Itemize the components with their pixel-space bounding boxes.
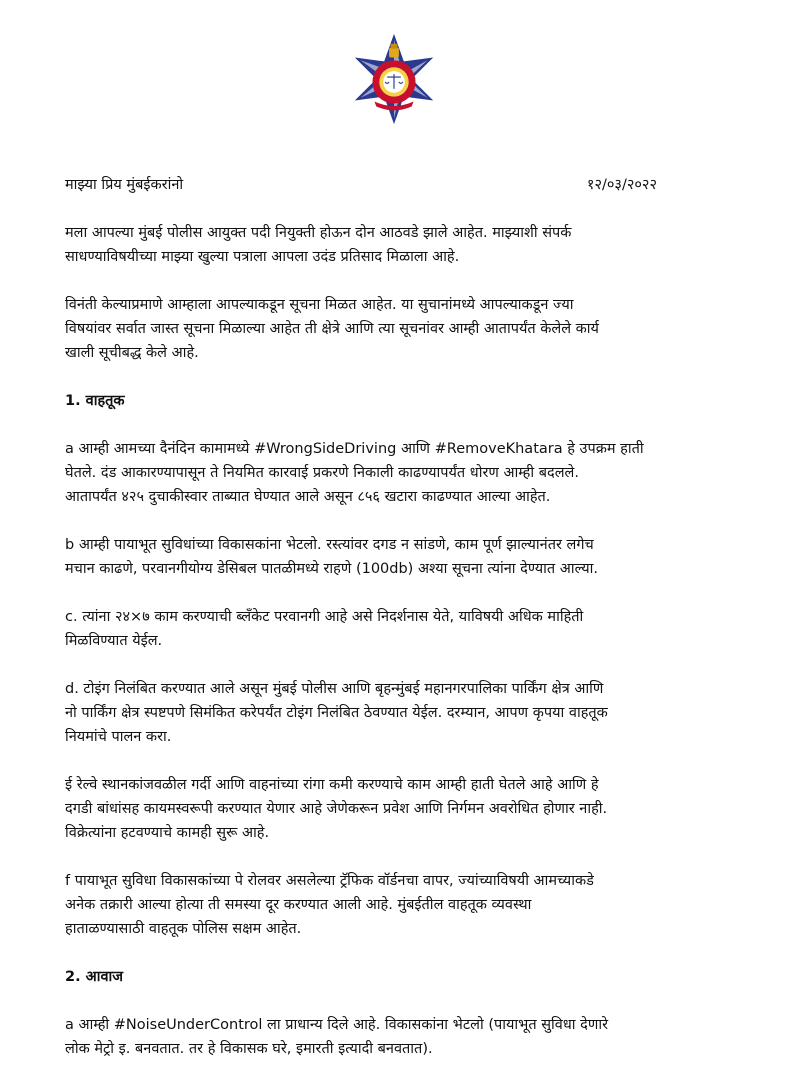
letter-date: १२/०३/२०२२ xyxy=(586,177,657,193)
text-line: साधण्याविषयीच्या माझ्या खुल्या पत्राला आपला उदंड प्रतिसाद मिळाला आहे. xyxy=(65,249,460,265)
traffic-item-e xyxy=(65,773,730,845)
letter-body xyxy=(65,221,730,1085)
text-line: a आम्ही आमच्या दैनंदिन कामामध्ये #WrongSideDriving आणि #RemoveKhatara हे उपक्रम हाती xyxy=(65,441,644,457)
traffic-item-f xyxy=(65,869,730,941)
traffic-item-b xyxy=(65,533,730,581)
salutation: माझ्या प्रिय मुंबईकरांनो xyxy=(65,177,184,193)
text-line: विषयांवर सर्वात जास्त सूचना मिळाल्या आहेत ती क्षेत्रे आणि त्या सूचनांवर आम्ही आतापर्यंत केलेले कार्य xyxy=(65,321,599,337)
section-heading-traffic: 1. वाहतूक xyxy=(65,393,125,409)
text-line: विनंती केल्याप्रमाणे आम्हाला आपल्याकडून सूचना मिळत आहेत. या सुचानांमध्ये आपल्याकडून ज्या xyxy=(65,297,574,313)
text-line: हाताळण्यासाठी वाहतूक पोलिस सक्षम आहेत. xyxy=(65,921,302,937)
section-heading-noise: 2. आवाज xyxy=(65,969,124,985)
text-line: लोक मेट्रो इ. बनवतात. तर हे विकासक घरे, इमारती इत्यादी बनवतात). xyxy=(65,1041,433,1057)
text-line: घेतले. दंड आकारण्यापासून ते नियमित कारवाई प्रकरणे निकाली काढण्यापर्यंत धोरण आम्ही बदलले. xyxy=(65,465,579,481)
text-line: नो पार्किंग क्षेत्र स्पष्टपणे सिमंकित करेपर्यंत टोइंग निलंबित ठेवण्यात येईल. दरम्यान, आपण कृपया वाहतूक xyxy=(65,705,608,721)
text-line: c. त्यांना २४×७ काम करण्याची ब्लँकेट परवानगी आहे असे निदर्शनास येते, याविषयी अधिक माहिती xyxy=(65,609,584,625)
text-line: अनेक तक्रारी आल्या होत्या ती समस्या दूर करण्यात आली आहे. मुंबईतील वाहतूक व्यवस्था xyxy=(65,897,532,913)
text-line: a आम्ही #NoiseUnderControl ला प्राधान्य दिले आहे. विकासकांना भेटलो (पायाभूत सुविधा देणारे xyxy=(65,1017,609,1033)
text-line: मला आपल्या मुंबई पोलीस आयुक्त पदी नियुक्ती होऊन दोन आठवडे झाले आहेत. माझ्याशी संपर्क xyxy=(65,225,572,241)
text-line: दगडी बांधांसह कायमस्वरूपी करण्यात येणार आहे जेणेकरून प्रवेश आणि निर्गमन अवरोधित होणार नाही. xyxy=(65,801,608,817)
text-line: खाली सूचीबद्ध केले आहे. xyxy=(65,345,199,361)
text-line: ई रेल्वे स्थानकांजवळील गर्दी आणि वाहनांच्या रांगा कमी करण्याचे काम आम्ही हाती घेतले आहे आणि हे xyxy=(65,777,599,793)
text-line: विक्रेत्यांना हटवण्याचे कामही सुरू आहे. xyxy=(65,825,270,841)
traffic-item-c xyxy=(65,605,730,653)
intro-paragraph-1 xyxy=(65,221,730,269)
traffic-item-d xyxy=(65,677,730,749)
text-line: नियमांचे पालन करा. xyxy=(65,729,172,745)
police-emblem-icon xyxy=(345,28,443,130)
noise-item-a xyxy=(65,1013,730,1061)
text-line: d. टोइंग निलंबित करण्यात आले असून मुंबई पोलीस आणि बृहन्मुंबई महानगरपालिका पार्किंग क्षेत्र आणि xyxy=(65,681,604,697)
text-line: f पायाभूत सुविधा विकासकांच्या पे रोलवर असलेल्या ट्रॅफिक वॉर्डनचा वापर, ज्यांच्याविषयी आमच्याकडे xyxy=(65,873,594,889)
text-line: मचान काढणे, परवानगीयोग्य डेसिबल पातळीमध्ये राहणे (100db) अश्या सूचना त्यांना देण्यात आल्या. xyxy=(65,561,599,577)
text-line: b आम्ही पायाभूत सुविधांच्या विकासकांना भेटलो. रस्त्यांवर दगड न सांडणे, काम पूर्ण झाल्यानंतर लगेच xyxy=(65,537,594,553)
intro-paragraph-2 xyxy=(65,293,730,365)
traffic-item-a xyxy=(65,437,730,509)
text-line: मिळविण्यात येईल. xyxy=(65,633,163,649)
text-line: आतापर्यंत ४२५ दुचाकीस्वार ताब्यात घेण्यात आले असून ८५६ खटारा काढण्यात आल्या आहेत. xyxy=(65,489,551,505)
